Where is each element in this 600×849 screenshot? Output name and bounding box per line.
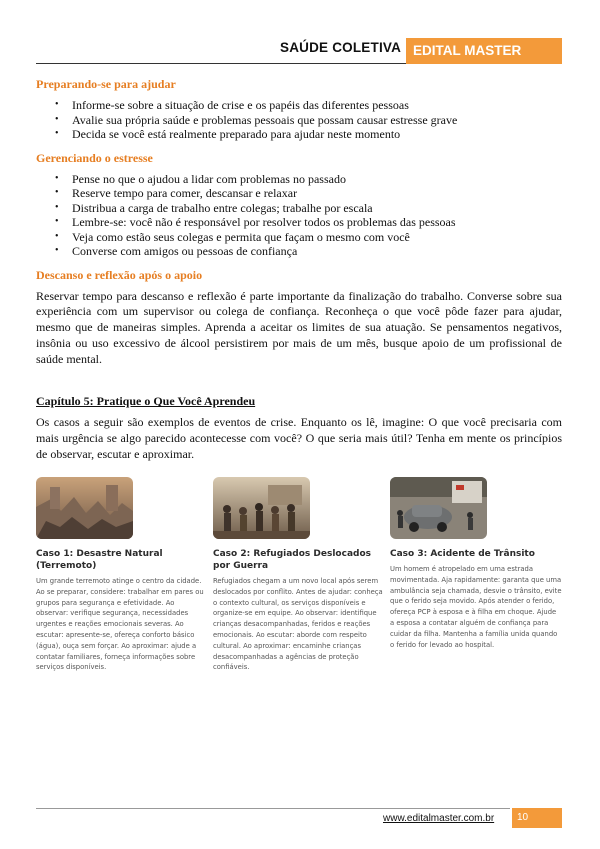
case-title-1: Caso 1: Desastre Natural (Terremoto)	[36, 549, 163, 571]
list-item: • Informe-se sobre a situação de crise e os papéis das diferentes pessoas	[72, 98, 562, 113]
case-title-3: Caso 3: Acidente de Trânsito	[390, 549, 535, 559]
section-title-stress: Gerenciando o estresse	[36, 150, 153, 165]
case-text-1: Um grande terremoto atinge o centro da cidade. Ao se preparar, considere: trabalhar em pares ou grupos para segurança e efetividade. Ao observar: verifique segurança, necessidades urgentes e reações emocionais severas. Ao escutar: apresente-se, ofereça conforto básico (água), ouça sem forçar. Ao aproximar: ajude a contatar familiares, forneça informações sobre serviços disponíveis.	[36, 577, 204, 672]
list-item: • Pense no que o ajudou a lidar com problemas no passado	[72, 172, 562, 187]
main-content	[36, 76, 562, 463]
case-title-2: Caso 2: Refugiados Deslocados por Guerra	[213, 549, 372, 571]
case-card-2	[213, 477, 385, 673]
refugees-image	[213, 477, 310, 539]
header-title: SAÚDE COLETIVA	[280, 40, 402, 55]
list-stress	[36, 172, 562, 259]
rest-paragraph: Reservar tempo para descanso e reflexão é parte importante da finalização do trabalho. Converse sobre sua experiência com um supervisor ou colega de confiança. Reconheça o que você pôde fazer para ajudar, mesmo que de maneiras simples. Aprenda a aceitar os limites de sua atuação. Se pensamentos negativos, insônia ou uso excessivo de álcool persistirem por mais de um mês, busque apoio de um profissional de saúde mental.	[36, 288, 562, 366]
list-item: • Decida se você está realmente preparado para ajudar neste momento	[72, 127, 562, 142]
list-item: • Converse com amigos ou pessoas de confiança	[72, 244, 562, 259]
earthquake-image	[36, 477, 133, 539]
traffic-accident-image	[390, 477, 487, 539]
footer-divider	[36, 808, 510, 809]
chapter-paragraph: Os casos a seguir são exemplos de eventos de crise. Enquanto os lê, imagine: O que você precisaria com mais urgência se algo parecido acontecesse com você? O que seria mais útil? Tenha em mente os princípios de observar, escutar e aproximar.	[36, 415, 562, 462]
case-text-2: Refugiados chegam a um novo local após serem deslocados por conflito. Antes de ajudar: conheça o contexto cultural, os serviços disponíveis e organize-se em equipe. Ao observar: identifique crianças desacompanhadas, feridos e reações emocionais. Ao escutar: aborde com respeito cultural. Ao aproximar: encaminhe crianças desacompanhadas a agências de proteção confiáveis.	[213, 577, 383, 672]
list-preparing	[36, 98, 562, 142]
section-title-rest: Descanso e reflexão após o apoio	[36, 267, 203, 282]
header-divider	[36, 63, 406, 64]
chapter-title: Capítulo 5: Pratique o Que Você Aprendeu	[36, 394, 256, 409]
footer-url-link[interactable]: www.editalmaster.com.br	[383, 813, 495, 824]
header-badge: EDITAL MASTER	[406, 38, 562, 64]
list-item: • Avalie sua própria saúde e problemas pessoais que possam causar estresse grave	[72, 113, 562, 128]
case-card-3	[390, 477, 562, 650]
list-item: • Lembre-se: você não é responsável por resolver todos os problemas das pessoas	[72, 215, 562, 230]
list-item: • Veja como estão seus colegas e permita que façam o mesmo com você	[72, 230, 562, 245]
page-number: 10	[512, 808, 562, 828]
case-text-3: Um homem é atropelado em uma estrada movimentada. Aja rapidamente: garanta que uma ambulância seja chamada, desvie o trânsito, evite que o ferido seja movido. Após atender o ferido, ofereça PCP à esposa e à filha em choque. Ajude a esposa a contatar alguém de confiança para cuidar da filha. Mantenha a família unida quando o ferido for levado ao hospital.	[390, 565, 562, 649]
list-item: • Distribua a carga de trabalho entre colegas; trabalhe por escala	[72, 201, 562, 216]
list-item: • Reserve tempo para comer, descansar e relaxar	[72, 186, 562, 201]
section-title-preparing: Preparando-se para ajudar	[36, 77, 176, 91]
case-card-1	[36, 477, 208, 673]
